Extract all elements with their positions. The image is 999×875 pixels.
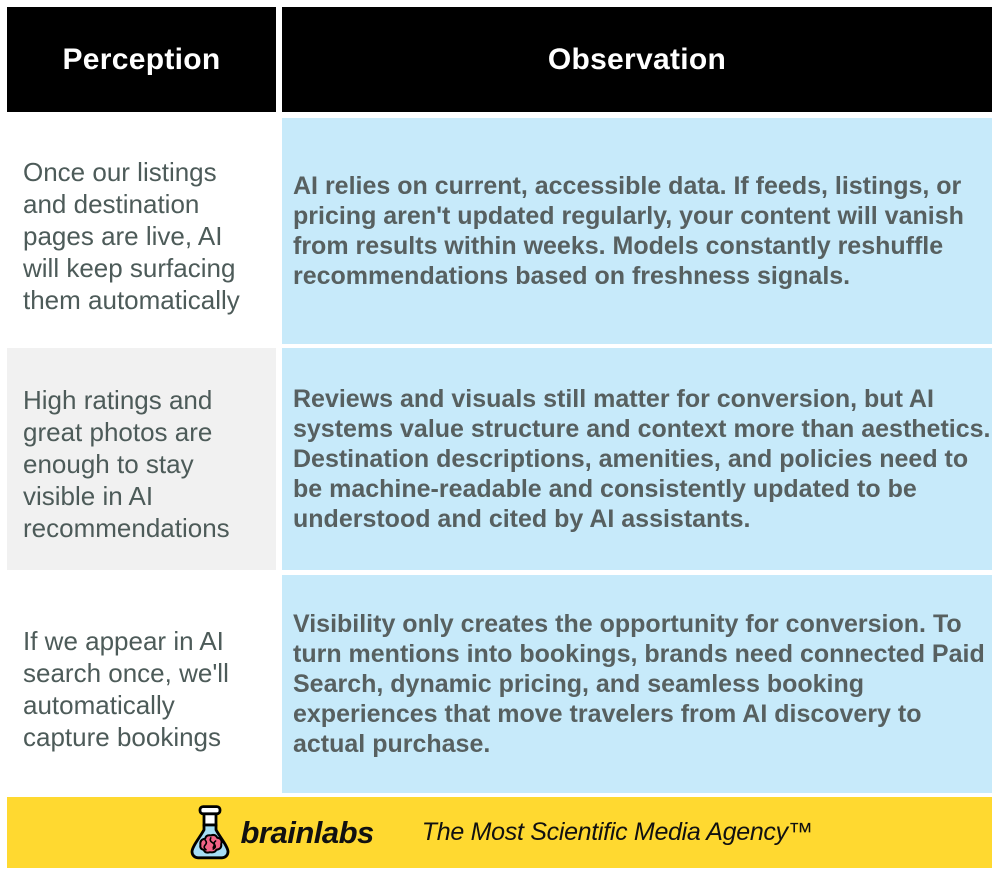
footer-banner: [7, 797, 992, 868]
column-header-perception: Perception: [7, 7, 276, 112]
observation-text-3: Visibility only creates the opportunity for conversion. To turn mentions into bookings, brands need connected Paid Search, dynamic pricing, and seamless booking experiences that move travelers from AI discovery to actual purchase.: [293, 610, 985, 758]
perception-cell-1: [7, 118, 276, 344]
observation-cell-2: [282, 348, 992, 570]
observation-cell-3: [282, 575, 992, 793]
perception-text-2: High ratings and great photos are enough to stay visible in AI recommendations: [23, 384, 230, 543]
table-row: [7, 575, 992, 793]
observation-text-2: Reviews and visuals still matter for conversion, but AI systems value structure and context more than aesthetics. Destination descriptions, amenities, and policies need to be machine-readable and consistently updated to be understood and cited by AI assistants.: [293, 385, 991, 533]
perception-text-1: Once our listings and destination pages are live, AI will keep surfacing them automatically: [23, 156, 240, 315]
table-row: [7, 118, 992, 344]
brand-wordmark: brainlabs: [240, 814, 374, 850]
table-row: [7, 348, 992, 570]
perception-text-3: If we appear in AI search once, we'll automatically capture bookings: [23, 625, 229, 752]
perception-cell-3: [7, 575, 276, 793]
perception-cell-2: [7, 348, 276, 570]
column-header-observation: Observation: [282, 7, 992, 112]
table-header-row: [7, 7, 992, 112]
observation-text-1: AI relies on current, accessible data. If feeds, listings, or pricing aren't updated regularly, your content will vanish from results within weeks. Models constantly reshuffle recommendations based on freshness signals.: [293, 172, 964, 290]
footer-tagline: The Most Scientific Media Agency™: [421, 818, 813, 846]
flask-brain-icon: [186, 805, 234, 861]
observation-cell-1: [282, 118, 992, 344]
